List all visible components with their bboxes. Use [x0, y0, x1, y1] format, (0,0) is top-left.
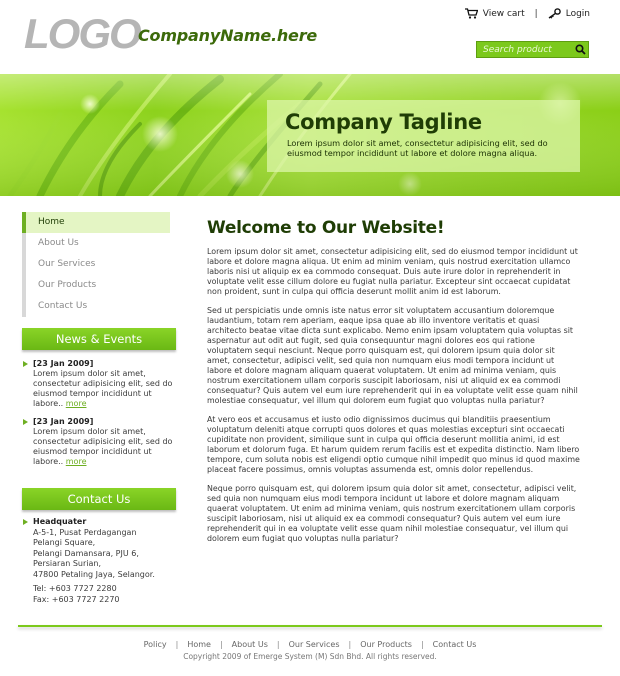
- address-line: A-5-1, Pusat Perdagangan: [33, 527, 137, 537]
- content-paragraph: Sed ut perspiciatis unde omnis iste natus error sit voluptatem accusantium doloremque laudantium, totam rem aperiam, eaque ipsa quae ab illo inventore veritatis et quasi architecto beatae vitae dicta sunt explicabo. Nemo enim ipsam voluptatem quia voluptas sit aspernatur aut odit aut fugit, sed quia consequuntur magni dolores eos qui ratione voluptatem sequi nesciunt. Neque porro quisquam est, qui dolorem ipsum quia dolor sit amet, consectetur, adipisci velit, sed quia non numquam eius modi tempora incidunt ut labore et dolore magnam aliquam quaerat voluptatem. Ut enim ad minima veniam, quis nostrum exercitationem ullam corporis suscipit laboriosam, nisi ut aliquid ex ea commodi consequatur? Quis autem vel eum iure reprehenderit qui in ea voluptate velit esse quam nihil molestiae consequatur, vel illum qui dolorem eum fugiat quo voluptas nulla pariatur?: [207, 306, 578, 405]
- tagline-text: Lorem ipsum dolor sit amet, consectetur adipisicing elit, sed do eiusmod tempor incididunt ut labore et dolore magna aliqua.: [287, 138, 548, 158]
- contact-heading: Contact Us: [22, 488, 176, 510]
- triangle-bullet-icon: [23, 519, 28, 525]
- footer-link-about-us[interactable]: About Us: [231, 640, 268, 649]
- contact-fax: Fax: +603 7727 2270: [33, 594, 120, 604]
- sidebar: [22, 212, 176, 605]
- tagline-box: [267, 100, 580, 172]
- footer-separator: |: [348, 640, 352, 649]
- header: [0, 0, 620, 74]
- side-menu: [22, 212, 176, 317]
- footer-link-home[interactable]: Home: [187, 640, 211, 649]
- footer-link-our-products[interactable]: Our Products: [360, 640, 412, 649]
- news-heading: News & Events: [22, 328, 176, 350]
- copyright: Copyright 2009 of Emerge System (M) Sdn Bhd. All rights reserved.: [183, 652, 437, 661]
- login-label: Login: [565, 8, 590, 19]
- footer-divider: [18, 625, 602, 627]
- search-icon: [575, 44, 586, 55]
- contact-details: [22, 517, 176, 605]
- address-line: Pelangi Square,: [33, 538, 96, 547]
- login-link[interactable]: [548, 8, 590, 19]
- footer-link-contact-us[interactable]: Contact Us: [432, 640, 477, 649]
- search-button[interactable]: [573, 43, 587, 57]
- news-date: [23 Jan 2009]: [33, 359, 94, 368]
- news-item: [22, 359, 176, 409]
- triangle-bullet-icon: [23, 361, 28, 367]
- news-date: [23 Jan 2009]: [33, 417, 94, 426]
- address-line: Persiaran Surian,: [33, 559, 102, 568]
- sidebar-item-about-us[interactable]: About Us: [22, 233, 176, 254]
- footer-nav: [0, 640, 620, 649]
- main-content: [207, 218, 580, 553]
- hero-banner: [0, 74, 620, 196]
- content-paragraph: Lorem ipsum dolor sit amet, consectetur adipisicing elit, sed do eiusmod tempor incididunt ut labore et dolore magna aliqua. Ut enim ad minim veniam, quis nostrud exercitation ullamco laboris nisi ut aliquip ex ea commodo consequat. Duis aute irure dolor in reprehenderit in voluptate velit esse cillum dolore eu fugiat nulla pariatur. Excepteur sint occaecat cupidatat non proident, sunt in culpa qui officia deserunt mollit anim id est laborum.: [207, 247, 578, 296]
- footer-separator: |: [219, 640, 223, 649]
- footer-link-policy[interactable]: Policy: [143, 640, 167, 649]
- sidebar-item-our-services[interactable]: Our Services: [22, 254, 176, 275]
- topnav-separator: |: [534, 8, 538, 19]
- footer-link-our-services[interactable]: Our Services: [288, 640, 340, 649]
- sidebar-item-our-products[interactable]: Our Products: [22, 275, 176, 296]
- footer-separator: |: [420, 640, 424, 649]
- news-more-link[interactable]: more: [65, 457, 87, 466]
- contact-hq: Headquater: [33, 517, 87, 526]
- content-paragraph: Neque porro quisquam est, qui dolorem ipsum quia dolor sit amet, consectetur, adipisci velit, sed quia non numquam eius modi tempora incidunt ut labore et dolore magnam aliquam quaerat voluptatem. Ut enim ad minima veniam, quis nostrum exercitationem ullam corporis suscipit laboriosam, nisi ut aliquid ex ea commodi consequatur? Quis autem vel eum iure reprehenderit qui in ea voluptate velit esse quam nihil molestiae consequatur, vel illum qui dolorem eum fugiat quo voluptas nulla pariatur?: [207, 484, 577, 543]
- content-paragraph: At vero eos et accusamus et iusto odio dignissimos ducimus qui blanditiis praesentium voluptatum deleniti atque corrupti quos dolores et quas molestias excepturi sint occaecati cupiditate non provident, similique sunt in culpa qui officia deserunt mollitia animi, id est laborum et dolorum fuga. Et harum quidem rerum facilis est et expedita distinctio. Nam libero tempore, cum soluta nobis est eligendi optio cumque nihil impedit quo minus id quod maxime placeat facere possimus, omnis voluptas assumenda est, omnis dolor repellendus.: [207, 415, 580, 474]
- address-line: Pelangi Damansara, PJU 6,: [33, 548, 139, 558]
- search-input[interactable]: [483, 45, 567, 55]
- view-cart-link[interactable]: [465, 8, 525, 19]
- news-more-link[interactable]: more: [65, 399, 87, 408]
- company-name: CompanyName.here: [138, 26, 318, 45]
- contact-section: [22, 488, 176, 605]
- footer-separator: |: [276, 640, 280, 649]
- company-tagline: Company Tagline: [285, 110, 482, 134]
- search-bar: [476, 41, 589, 58]
- sidebar-item-home[interactable]: Home: [22, 212, 170, 233]
- view-cart-label: View cart: [482, 8, 525, 19]
- sidebar-item-contact-us[interactable]: Contact Us: [22, 296, 176, 317]
- contact-tel: Tel: +603 7727 2280: [33, 584, 117, 593]
- address-line: 47800 Petaling Jaya, Selangor.: [33, 569, 155, 579]
- news-section: [22, 328, 176, 467]
- triangle-bullet-icon: [23, 419, 28, 425]
- footer-separator: |: [175, 640, 179, 649]
- logo[interactable]: LOGO: [24, 10, 140, 57]
- page-title: Welcome to Our Website!: [207, 218, 445, 238]
- news-item: [22, 417, 176, 467]
- key-icon: [548, 8, 561, 19]
- news-text: Lorem ipsum dolor sit amet, consectetur adipisicing elit, sed do eiusmod tempor incididunt ut labore..: [33, 427, 173, 466]
- news-text: Lorem ipsum dolor sit amet, consectetur adipisicing elit, sed do eiusmod tempor incididunt ut labore..: [33, 369, 173, 408]
- cart-icon: [465, 8, 478, 19]
- top-nav: [465, 8, 590, 19]
